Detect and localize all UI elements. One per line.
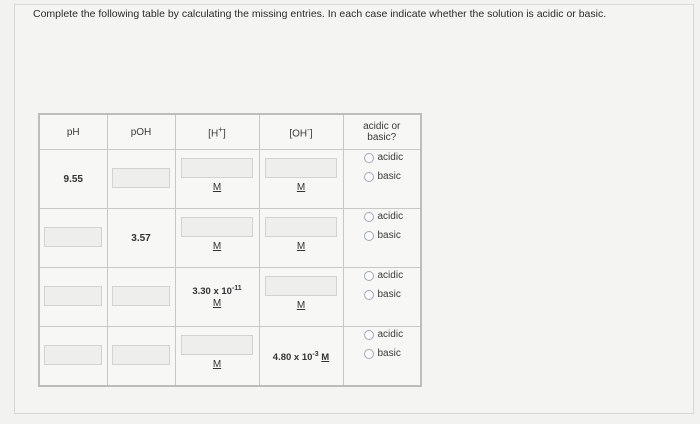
h-concentration-input[interactable] bbox=[181, 335, 253, 355]
oh-cell bbox=[259, 268, 343, 327]
oh-concentration-value: 4.80 x $10^{-3}$ M bbox=[272, 351, 330, 364]
h-cell bbox=[175, 268, 259, 327]
oh-concentration-input[interactable] bbox=[265, 158, 337, 178]
oh-cell bbox=[259, 327, 343, 387]
oh-concentration-input[interactable] bbox=[265, 276, 337, 296]
h-cell bbox=[175, 209, 259, 268]
oh-concentration-input[interactable] bbox=[265, 217, 337, 237]
radio-button[interactable] bbox=[364, 172, 374, 182]
radio-button[interactable] bbox=[364, 153, 374, 163]
basic-option[interactable]: basic bbox=[364, 289, 401, 300]
unit-label: M bbox=[296, 300, 306, 311]
header-h-concentration: [H+] bbox=[175, 114, 259, 150]
header-poh: pOH bbox=[107, 114, 175, 150]
h-cell bbox=[175, 150, 259, 209]
h-cell bbox=[175, 327, 259, 387]
acid-base-cell bbox=[343, 150, 421, 209]
ph-cell bbox=[39, 150, 107, 209]
oh-cell bbox=[259, 209, 343, 268]
ph-input[interactable] bbox=[44, 345, 102, 365]
h-concentration-value: 3.30 x $10^{-11}$ bbox=[192, 285, 242, 298]
poh-input[interactable] bbox=[112, 168, 170, 188]
acid-base-cell bbox=[343, 327, 421, 387]
radio-button[interactable] bbox=[364, 349, 374, 359]
poh-value: 3.57 bbox=[131, 233, 151, 244]
ph-table bbox=[38, 113, 422, 387]
acidic-option[interactable]: acidic bbox=[364, 270, 404, 281]
header-row bbox=[39, 114, 421, 150]
basic-option[interactable]: basic bbox=[364, 230, 401, 241]
basic-option[interactable]: basic bbox=[364, 348, 401, 359]
ph-cell bbox=[39, 327, 107, 387]
acidic-option[interactable]: acidic bbox=[364, 329, 404, 340]
unit-label: M bbox=[296, 241, 306, 252]
acid-base-cell bbox=[343, 268, 421, 327]
poh-cell bbox=[107, 327, 175, 387]
table-row bbox=[39, 150, 421, 209]
radio-button[interactable] bbox=[364, 290, 374, 300]
unit-label: M bbox=[212, 298, 222, 309]
unit-label: M bbox=[212, 359, 222, 370]
acidic-option[interactable]: acidic bbox=[364, 152, 404, 163]
radio-button[interactable] bbox=[364, 212, 374, 222]
header-ph: pH bbox=[39, 114, 107, 150]
basic-option[interactable]: basic bbox=[364, 171, 401, 182]
table-row bbox=[39, 209, 421, 268]
header-oh-concentration: [OH-] bbox=[259, 114, 343, 150]
ph-cell bbox=[39, 268, 107, 327]
poh-input[interactable] bbox=[112, 345, 170, 365]
h-concentration-input[interactable] bbox=[181, 217, 253, 237]
radio-button[interactable] bbox=[364, 231, 374, 241]
poh-cell bbox=[107, 150, 175, 209]
ph-input[interactable] bbox=[44, 286, 102, 306]
ph-input[interactable] bbox=[44, 227, 102, 247]
unit-label: M bbox=[212, 182, 222, 193]
table-row bbox=[39, 327, 421, 387]
unit-label: M bbox=[212, 241, 222, 252]
oh-cell bbox=[259, 150, 343, 209]
table-row bbox=[39, 268, 421, 327]
h-concentration-input[interactable] bbox=[181, 158, 253, 178]
poh-input[interactable] bbox=[112, 286, 170, 306]
header-acidic-or-basic: acidic or basic? bbox=[343, 114, 421, 150]
acidic-option[interactable]: acidic bbox=[364, 211, 404, 222]
radio-button[interactable] bbox=[364, 330, 374, 340]
ph-cell bbox=[39, 209, 107, 268]
radio-button[interactable] bbox=[364, 271, 374, 281]
ph-value: 9.55 bbox=[63, 174, 83, 185]
poh-cell bbox=[107, 209, 175, 268]
unit-label: M bbox=[296, 182, 306, 193]
acid-base-cell bbox=[343, 209, 421, 268]
poh-cell bbox=[107, 268, 175, 327]
instructions-text: Complete the following table by calculating the missing entries. In each case indicate whether the solution is acidic or basic. bbox=[33, 8, 607, 20]
